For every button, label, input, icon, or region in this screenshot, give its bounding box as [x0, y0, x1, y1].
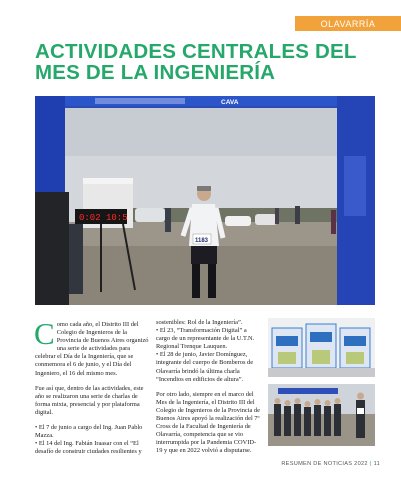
article-title: ACTIVIDADES CENTRALES DEL MES DE LA INGENIERÍA: [35, 40, 357, 84]
participants-illustration: [268, 384, 375, 446]
drop-cap: C: [34, 316, 55, 351]
section-label: OLAVARRÍA: [320, 18, 376, 29]
paragraph: Fue así que, dentro de las actividades, este año se realizaron una serie de charlas de forma mixta, presencial y por plataforma digital.: [35, 384, 144, 416]
page-number: 11: [373, 461, 380, 467]
hero-photo: [35, 96, 375, 305]
paragraph: omo cada año, el Distrito III del Colegio de Ingenieros de la Provincia de Buenos Aires organizó una serie de actividades para celebrar el Día de la Ingeniería, que se conmemora el 6 de junio, y el Día del Ingeniero, el 16 del mismo mes.: [35, 321, 149, 377]
race-clock: 0:02 10:5: [79, 213, 128, 223]
photo-trophies: [268, 318, 375, 377]
talk-item: • El 23, “Transformación Digital” a cargo de un representante de la U.T.N. Regional Trenque Lauquen.: [156, 327, 255, 351]
page-footer: [262, 461, 380, 467]
talk-item: • El 7 de junio a cargo del Ing. Juan Pablo Mazza.: [35, 424, 143, 440]
talk-item-continued: sostenibles: Rol de la Ingeniería”.: [156, 319, 243, 326]
section-tag: [295, 16, 401, 31]
arch-brand: CAVA: [221, 99, 239, 106]
runner-bib: 1183: [195, 238, 209, 244]
publication-name: RESUMEN DE NOTICIAS 2022: [281, 461, 368, 467]
photo-participants: [268, 384, 375, 446]
paragraph: Por otro lado, siempre en el marco del Mes de la Ingeniería, el Distrito III del Colegio de Ingenieros de la Provincia de Buenos Aires apoyó la realización del 7º Cross de la Facultad de Ingeniería de Olavarría, competencia que se vio interrumpida por la Pandemia COVID-19 y que en 2022 volvió a disputarse.: [156, 390, 260, 455]
race-finish-illustration: [35, 96, 375, 305]
trophies-illustration: [268, 318, 375, 377]
talk-item: • El 14 del Ing. Fabián Iraasar con el “El desafío de construir ciudades resilientes y: [35, 440, 142, 456]
article-column-2: [156, 319, 262, 463]
article-column-1: [34, 316, 150, 463]
talk-item: • El 28 de junio, Javier Domínguez, integrante del cuerpo de Bomberos de Olavarría brindó la última charla “Incendios en edificios de altura”.: [156, 351, 254, 383]
footer-separator: |: [369, 461, 372, 467]
